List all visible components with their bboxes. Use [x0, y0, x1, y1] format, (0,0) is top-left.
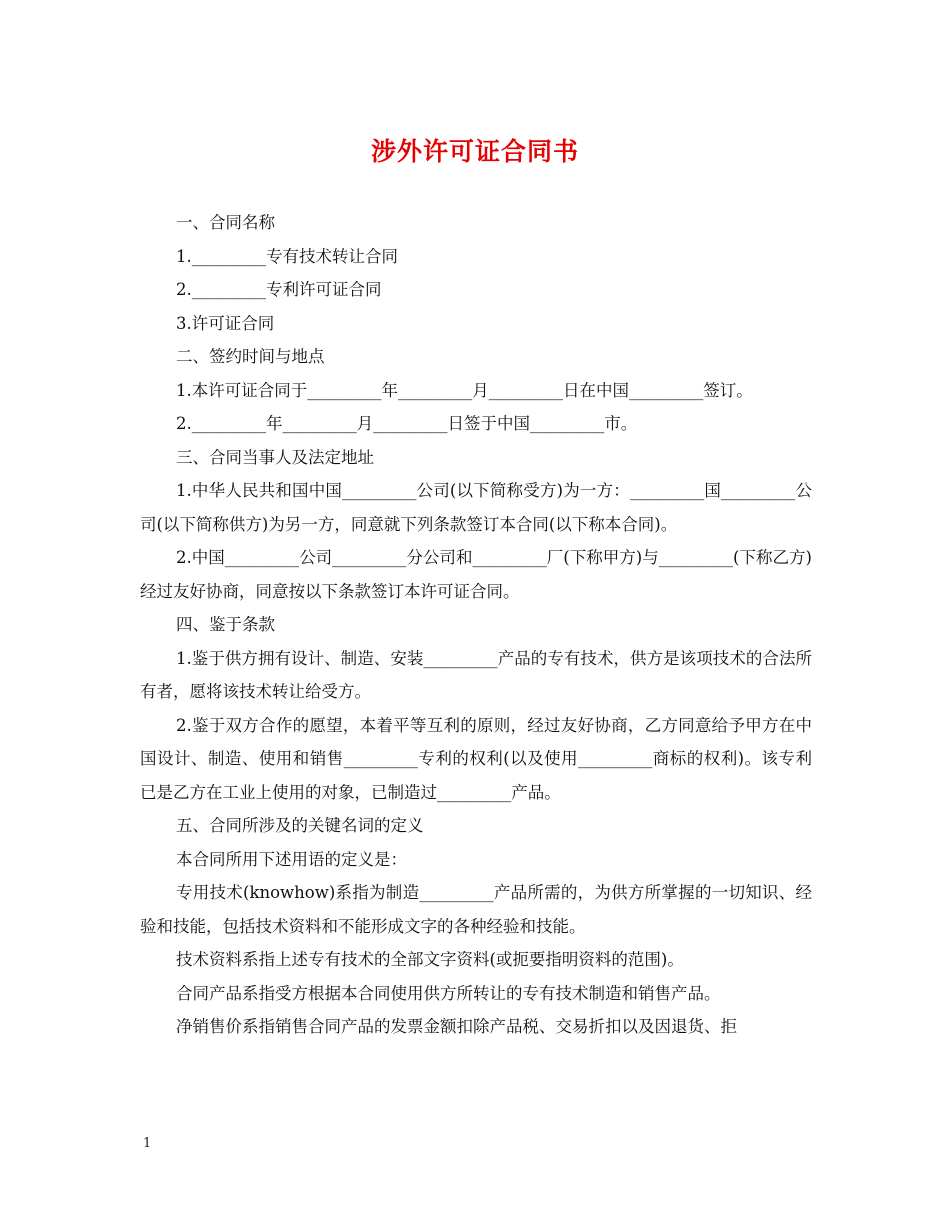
page-number: 1	[143, 1136, 152, 1151]
paragraph: 2.中国_________公司_________分公司和_________厂(下称甲方)与_________(下称乙方)经过友好协商，同意按以下条款签订本许可证合同。	[140, 548, 812, 601]
section-heading-definitions: 五、合同所涉及的关键名词的定义	[176, 816, 424, 835]
paragraph: 1._________专有技术转让合同	[176, 246, 398, 266]
paragraph: 本合同所用下述用语的定义是：	[176, 849, 407, 869]
paragraph: 专用技术(knowhow)系指为制造_________产品所需的，为供方所掌握的一切知识、经验和技能，包括技术资料和不能形成文字的各种经验和技能。	[140, 883, 812, 936]
paragraph: 2.鉴于双方合作的愿望，本着平等互利的原则，经过友好协商，乙方同意给予甲方在中国设计、制造、使用和销售_________专利的权利(以及使用_________商标的权利)。该专利已是乙方在工业上使用的对象，已制造过_________产品。	[140, 715, 812, 802]
paragraph: 净销售价系指销售合同产品的发票金额扣除产品税、交易折扣以及因退货、拒	[176, 1017, 737, 1036]
paragraph: 1.鉴于供方拥有设计、制造、安装_________产品的专有技术，供方是该项技术的合法所有者，愿将该技术转让给受方。	[140, 648, 812, 701]
section-heading-contract-name: 一、合同名称	[176, 213, 275, 232]
section-heading-signing-time-place: 二、签约时间与地点	[176, 347, 325, 366]
paragraph: 1.中华人民共和国中国_________公司(以下简称受方)为一方：_________国_________公司(以下简称供方)为另一方，同意就下列条款签订本合同(以下称本合同)。	[140, 481, 812, 534]
paragraph: 技术资料系指上述专有技术的全部文字资料(或扼要指明资料的范围)。	[176, 950, 684, 969]
paragraph: 2._________年_________月_________日签于中国_________市。	[176, 414, 638, 433]
section-heading-parties-addresses: 三、合同当事人及法定地址	[176, 447, 374, 467]
document-title: 涉外许可证合同书	[370, 137, 579, 166]
paragraph: 合同产品系指受方根据本合同使用供方所转让的专有技术制造和销售产品。	[176, 983, 721, 1003]
paragraph: 2._________专利许可证合同	[176, 280, 382, 299]
paragraph: 3.许可证合同	[176, 313, 275, 333]
document-body	[140, 206, 812, 1044]
section-heading-whereas-clauses: 四、鉴于条款	[176, 615, 275, 634]
paragraph: 1.本许可证合同于_________年_________月_________日在中国_________签订。	[176, 380, 753, 400]
